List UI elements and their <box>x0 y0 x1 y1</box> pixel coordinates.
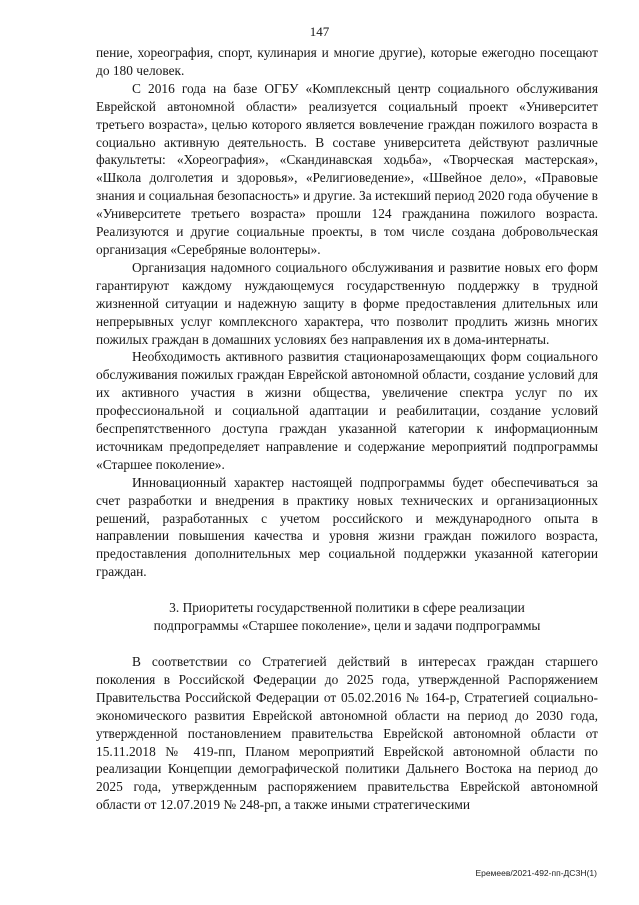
spacer <box>96 635 598 653</box>
paragraph-continuation: пение, хореография, спорт, кулинария и многие другие), которые ежегодно посещают до 180 человек. <box>96 45 598 78</box>
paragraph-inpatient-replacing-forms: Необходимость активного развития стационарозамещающих форм социального обслуживания пожилых граждан Еврейской автономной области, создание условий для их активного участия в жизни общества, увеличение спектра услуг по их профессиональной и социальной адаптации и реабилитации, создание условий беспрепятственного доступа граждан указанной категории к информационным источникам предопределяет направление и содержание мероприятий подпрограммы «Старшее поколение». <box>96 349 598 472</box>
section-heading-line-2: подпрограммы «Старшее поколение», цели и задачи подпрограммы <box>153 618 541 634</box>
paragraph-strategy-references: В соответствии со Стратегией действий в интересах граждан старшего поколения в Российской Федерации до 2025 года, утвержденной Распоряжением Правительства Российской Федерации от 05.02.2016 № 164-р, Стратегией социально-экономического развития Еврейской автономной области на период до 2030 года, утвержденной постановлением правительства Еврейской автономной области от 15.11.2018 № 419-пп, Планом мероприятий Еврейской автономной области по реализации Концепции демографической политики Дальнего Востока на период до 2025 года, утвержденным распоряжением правительства Еврейской автономной области от 12.07.2019 № 248-рп, а также иными стратегическими <box>96 654 598 813</box>
paragraph-home-social-service: Организация надомного социального обслуживания и развитие новых его форм гарантируют каждому нуждающемуся государственную поддержку в трудной жизненной ситуации и надежную защиту в форме предоставления длительных или непрерывных услуг комплексного характера, что позволит продлить жизнь многих пожилых граждан в домашних условиях без направления их в дома-интернаты. <box>96 259 598 347</box>
document-registration-code: Еремеев/2021-492-пп-ДСЗН(1) <box>475 868 597 878</box>
section-heading-line-1: 3. Приоритеты государственной политики в сфере реализации <box>169 600 525 616</box>
paragraph-university-third-age: С 2016 года на базе ОГБУ «Комплексный центр социального обслуживания Еврейской автономной области» реализуется социальный проект «Университет третьего возраста», целью которого является вовлечение граждан пожилого возраста в социально активную деятельность. В составе университета действуют различные факультеты: «Хореография», «Скандинавская ходьба», «Творческая мастерская», «Школа долголетия и здоровья», «Религиоведение», «Швейное дело», «Правовые знания и социальная безопасность» и другие. За истекший период 2020 года обучение в «Университете третьего возраста» прошли 124 гражданина пожилого возраста. Реализуются и другие социальные проекты, в том числе создана добровольческая организация «Серебряные волонтеры». <box>96 80 598 257</box>
page-number: 147 <box>309 24 330 39</box>
spacer <box>96 581 598 599</box>
paragraph-innovative-character: Инновационный характер настоящей подпрограммы будет обеспечиваться за счет разработки и внедрения в практику новых технических и организационных решений, разработанных с учетом российского и международного опыта в направлении повышения качества и уровня жизни граждан пожилого возраста, предоставления дополнительных мер социальной поддержки указанной категории граждан. <box>96 474 598 580</box>
document-body <box>96 44 598 814</box>
